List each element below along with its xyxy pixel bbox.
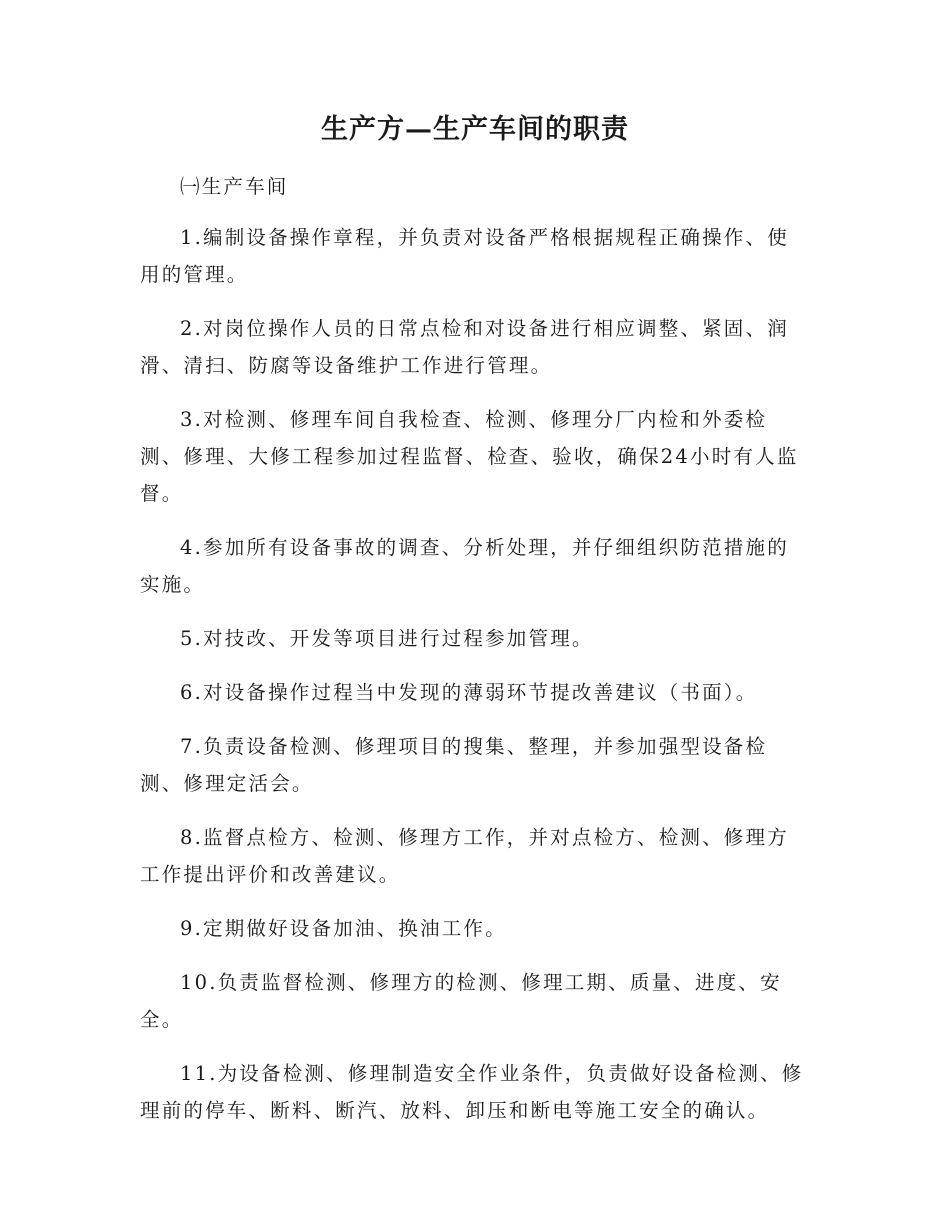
duty-item-6: 6.对设备操作过程当中发现的薄弱环节提改善建议（书面）。 — [180, 681, 758, 704]
section-heading: ㈠生产车间 — [180, 175, 289, 198]
duty-item-2: 2.对岗位操作人员的日常点检和对设备进行相应调整、紧固、润滑、清扫、防腐等设备维护工作进行管理。 — [140, 317, 789, 377]
duty-item-4: 4.参加所有设备事故的调查、分析处理，并仔细组织防范措施的实施。 — [140, 536, 789, 596]
duty-item-5: 5.对技改、开发等项目进行过程参加管理。 — [180, 627, 594, 650]
duty-item-1: 1.编制设备操作章程，并负责对设备严格根据规程正确操作、使用的管理。 — [140, 226, 789, 286]
duty-item-9: 9.定期做好设备加油、换油工作。 — [180, 917, 507, 940]
duty-item-3: 3.对检测、修理车间自我检查、检测、修理分厂内检和外委检测、修理、大修工程参加过程监督、检查、验收，确保24小时有人监督。 — [140, 408, 799, 505]
duty-item-11: 11.为设备检测、修理制造安全作业条件，负责做好设备检测、修理前的停车、断料、断汽、放料、卸压和断电等施工安全的确认。 — [140, 1062, 804, 1122]
document-title: 生产方—生产车间的职责 — [321, 114, 629, 145]
duty-item-10: 10.负责监督检测、修理方的检测、修理工期、质量、进度、安全。 — [140, 971, 782, 1031]
duty-item-8: 8.监督点检方、检测、修理方工作，并对点检方、检测、修理方工作提出评价和改善建议。 — [140, 826, 789, 886]
duty-item-7: 7.负责设备检测、修理项目的搜集、整理，并参加强型设备检测、修理定活会。 — [140, 735, 768, 795]
